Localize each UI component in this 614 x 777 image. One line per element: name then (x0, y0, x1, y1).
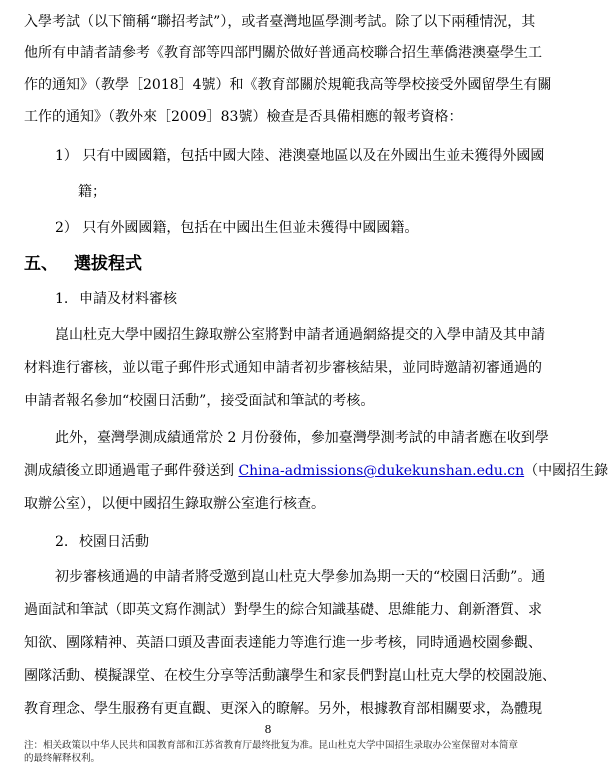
paragraph-line: 知欲、團隊精神、英語口頭及書面表達能力等進行進一步考核，同時通過校園參觀、 (24, 635, 542, 651)
paragraph-line: 過面試和筆試（即英文寫作測試）對學生的綜合知識基礎、思維能力、創新潛質、求 (24, 602, 542, 618)
subsection-heading (55, 532, 149, 552)
paragraph-line: 教育理念、學生服務有更直觀、更深入的瞭解。另外，根據教育部相關要求，為體現 (24, 701, 542, 717)
email-link[interactable]: China-admissions@dukekunshan.edu.cn (238, 463, 525, 479)
section-title: 選拔程式 (74, 254, 142, 274)
paragraph-line: 入學考試（以下簡稱“聯招考試”），或者臺灣地區學測考試。除了以下兩種情況，其 (24, 14, 536, 30)
paragraph-line-with-email (24, 461, 609, 481)
section-heading (24, 252, 142, 276)
paragraph-line: 材料進行審核，並以電子郵件形式通知申請者初步審核結果，並同時邀請初審通過的 (24, 360, 542, 376)
case-number: 1） (55, 148, 78, 164)
case-text: 只有外國國籍，包括在中國出生但並未獲得中國國籍。 (82, 220, 419, 236)
paragraph-text: 測成績後立即通過電子郵件發送到 (24, 463, 239, 479)
paragraph-text: （中國招生錄 (524, 463, 609, 479)
case-text-continued: 籍； (78, 184, 106, 200)
paragraph-line: 作的通知》（教學［2018］4號）和《教育部關於規範我高等學校接受外國留學生有關 (24, 77, 552, 93)
case-number: 2） (55, 220, 78, 236)
subsection-title: 申請及材料審核 (79, 291, 177, 307)
subsection-number: 1. (55, 291, 69, 307)
subsection-title: 校園日活動 (79, 534, 149, 550)
paragraph-line: 此外，臺灣學測成績通常於 2 月份發佈，參加臺灣學測考試的申請者應在收到學 (55, 430, 549, 446)
subsection-heading (55, 289, 177, 309)
paragraph-line: 團隊活動、模擬課堂、在校生分享等活動讓學生和家長們對崑山杜克大學的校園設施、 (24, 668, 556, 684)
paragraph-line: 工作的通知》（教外來［2009］83號）檢查是否具備相應的報考資格： (24, 109, 463, 125)
paragraph-line: 申請者報名參加“校園日活動”，接受面試和筆試的考核。 (24, 393, 375, 409)
footnote: 注：相关政策以中华人民共和国教育部和江苏省教育厅最终批复为准。昆山杜克大学中国招生录取办公室保留对本简章的最终解释权利。 (24, 740, 519, 764)
paragraph-line: 他所有申請者請參考《教育部等四部門關於做好普通高校聯合招生華僑港澳臺學生工 (24, 45, 542, 61)
case-item-2 (55, 218, 591, 238)
case-text: 只有中國國籍，包括中國大陸、港澳臺地區以及在外國出生並未獲得外國國 (82, 148, 545, 164)
page-number: 8 (264, 723, 272, 736)
section-number: 五、 (24, 254, 58, 274)
paragraph-line: 取辦公室），以便中國招生錄取辦公室進行核查。 (24, 496, 325, 512)
case-item-1 (55, 146, 591, 166)
paragraph-line: 崑山杜克大學中國招生錄取辦公室將對申請者通過網絡提交的入學申請及其申請 (55, 327, 545, 343)
paragraph-line: 初步審核通過的申請者將受邀到崑山杜克大學參加為期一天的“校園日活動”。通 (55, 569, 546, 585)
subsection-number: 2. (55, 534, 69, 550)
